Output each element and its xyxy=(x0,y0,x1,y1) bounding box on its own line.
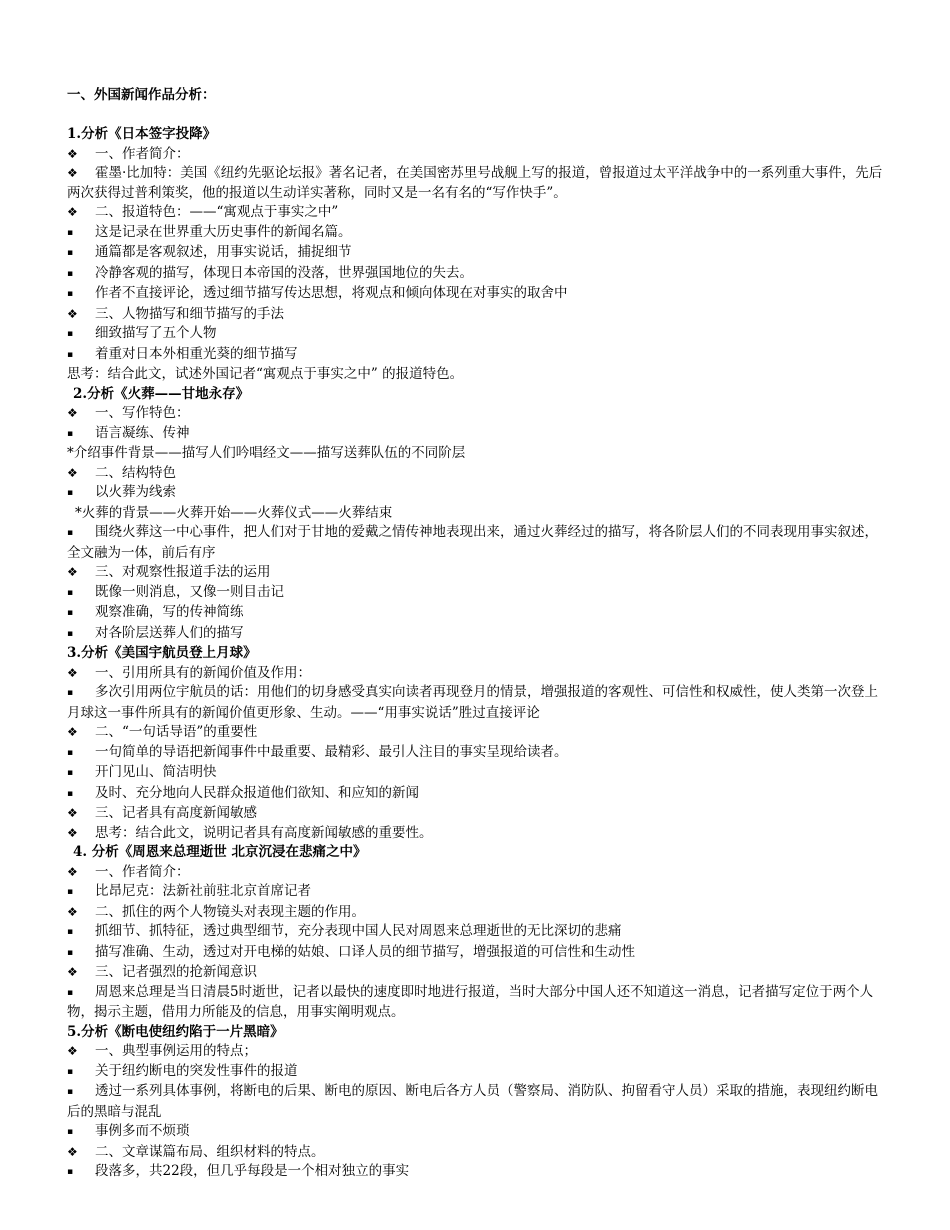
square-bullet-icon: ▪ xyxy=(67,488,74,498)
diamond-bullet-item xyxy=(67,203,883,223)
square-bullet-icon: ▪ xyxy=(67,349,74,360)
square-bullet-icon: ▪ xyxy=(67,747,74,758)
diamond-bullet-icon: ❖ xyxy=(67,904,78,919)
square-bullet-icon: ▪ xyxy=(67,608,74,618)
line-text: 段落多，共22段，但几乎每段是一个相对独立的事实 xyxy=(95,1163,410,1179)
square-bullet-icon: ▪ xyxy=(67,788,74,799)
line-text: 比昂尼克：法新社前驻北京首席记者 xyxy=(95,883,311,899)
diamond-bullet-icon: ❖ xyxy=(67,665,78,680)
diamond-bullet-item xyxy=(67,563,883,583)
line-text: 及时、充分地向人民群众报道他们欲知、和应知的新闻 xyxy=(95,784,419,801)
line-text: 开门见山、简洁明快 xyxy=(95,764,217,780)
line-text: 二、结构特色 xyxy=(95,464,176,481)
diamond-bullet-icon: ❖ xyxy=(67,205,78,219)
diamond-bullet-icon: ❖ xyxy=(67,725,78,739)
line-text: 一、写作特色： xyxy=(95,405,190,421)
diamond-bullet-icon: ❖ xyxy=(67,1144,78,1159)
line-text: 作者不直接评论，透过细节描写传达思想，将观点和倾向体现在对事实的取舍中 xyxy=(95,285,568,301)
square-bullet-item xyxy=(67,324,883,345)
square-bullet-item xyxy=(67,1082,883,1122)
diamond-bullet-icon: ❖ xyxy=(67,146,78,161)
article-heading xyxy=(67,644,883,664)
square-bullet-item xyxy=(67,264,883,285)
line-text: 通篇都是客观叙述，用事实说话，捕捉细节 xyxy=(95,244,352,260)
paragraph-line xyxy=(67,365,883,385)
square-bullet-icon: ▪ xyxy=(67,1066,74,1077)
square-bullet-item xyxy=(67,683,883,723)
line-text: 5.分析《断电使纽约陷于一片黑暗》 xyxy=(67,1023,284,1040)
square-bullet-item xyxy=(67,523,883,563)
square-bullet-item xyxy=(67,784,883,805)
line-text: 语言凝练、传神 xyxy=(95,424,190,441)
article-heading xyxy=(67,843,883,863)
diamond-bullet-icon: ❖ xyxy=(67,306,78,321)
line-text: 3.分析《美国宇航员登上月球》 xyxy=(67,645,257,661)
square-bullet-item xyxy=(67,1162,883,1183)
diamond-bullet-item xyxy=(67,1042,883,1062)
diamond-bullet-item xyxy=(67,863,883,883)
square-bullet-item xyxy=(67,483,883,504)
article-heading xyxy=(67,385,883,405)
line-text: 1.分析《日本签字投降》 xyxy=(67,126,217,142)
line-text: 关于纽约断电的突发性事件的报道 xyxy=(95,1062,298,1079)
square-bullet-icon: ▪ xyxy=(67,428,74,439)
square-bullet-icon: ▪ xyxy=(67,688,74,698)
line-text: 描写准确、生动，透过对开电梯的姑娘、口译人员的细节描写，增强报道的可信性和生动性 xyxy=(95,943,635,960)
line-text: 一、作者简介： xyxy=(95,863,190,880)
square-bullet-item xyxy=(67,603,883,624)
line-text: *火葬的背景——火葬开始——火葬仪式——火葬结束 xyxy=(75,504,393,521)
line-text: 思考：结合此文，试述外国记者“寓观点于事实之中” 的报道特色。 xyxy=(67,366,464,382)
line-text: 抓细节、抓特征，透过典型细节，充分表现中国人民对周恩来总理逝世的无比深切的悲痛 xyxy=(95,923,622,939)
square-bullet-icon: ▪ xyxy=(67,329,74,339)
square-bullet-icon: ▪ xyxy=(67,947,74,958)
square-bullet-icon: ▪ xyxy=(67,628,74,639)
line-text: 霍墨·比加特：美国《纽约先驱论坛报》著名记者，在美国密苏里号战舰上写的报道，曾报道过太平洋战争中的一系列重大事件，先后两次获得过普利策奖，他的报道以生动详实著称，同时又是一名有名的“写作快手”。 xyxy=(67,165,883,201)
line-text: 思考：结合此文，说明记者具有高度新闻敏感的重要性。 xyxy=(95,824,433,841)
line-text: 二、文章谋篇布局、组织材料的特点。 xyxy=(95,1143,325,1160)
diamond-bullet-icon: ❖ xyxy=(67,806,78,820)
square-bullet-item xyxy=(67,624,883,645)
diamond-bullet-item xyxy=(67,903,883,923)
line-text: *介绍事件背景——描写人们吟唱经文——描写送葬队伍的不同阶层 xyxy=(67,445,466,461)
square-bullet-item xyxy=(67,583,883,604)
square-bullet-item xyxy=(67,922,883,943)
diamond-bullet-icon: ❖ xyxy=(67,406,78,420)
diamond-bullet-item xyxy=(67,145,883,165)
line-text: 三、记者具有高度新闻敏感 xyxy=(95,805,257,821)
line-text: 围绕火葬这一中心事件，把人们对于甘地的爱戴之情传神地表现出来，通过火葬经过的描写，将各阶层人们的不同表现用事实叙述，全文融为一体，前后有序 xyxy=(67,524,878,561)
square-bullet-item xyxy=(67,983,883,1023)
square-bullet-icon: ▪ xyxy=(67,289,74,299)
line-text: 二、“一句话导语”的重要性 xyxy=(95,724,258,740)
diamond-bullet-item xyxy=(67,305,883,325)
diamond-bullet-icon: ❖ xyxy=(67,965,78,979)
diamond-bullet-item xyxy=(67,1143,883,1163)
diamond-bullet-icon: ❖ xyxy=(67,825,78,840)
diamond-bullet-item xyxy=(67,963,883,983)
diamond-bullet-item xyxy=(67,664,883,684)
line-text: 三、记者强烈的抢新闻意识 xyxy=(95,964,257,980)
line-text: 一、引用所具有的新闻价值及作用： xyxy=(95,664,311,681)
square-bullet-icon: ▪ xyxy=(67,768,74,778)
line-text: 事例多而不烦琐 xyxy=(95,1123,190,1139)
square-bullet-item xyxy=(67,763,883,784)
line-text: 这是记录在世界重大历史事件的新闻名篇。 xyxy=(95,223,352,240)
square-bullet-icon: ▪ xyxy=(67,1127,74,1137)
square-bullet-icon: ▪ xyxy=(67,887,74,897)
line-text: 多次引用两位宇航员的话：用他们的切身感受真实向读者再现登月的情景，增强报道的客观性、可信性和权威性，使人类第一次登上月球这一事件所具有的新闻价值更形象、生动。——“用事实说话”胜过直接评论 xyxy=(67,684,878,721)
paragraph-line xyxy=(67,504,883,524)
square-bullet-item xyxy=(67,743,883,764)
diamond-bullet-icon: ❖ xyxy=(67,1044,78,1058)
square-bullet-item xyxy=(67,1122,883,1143)
square-bullet-icon: ▪ xyxy=(67,528,74,538)
square-bullet-icon: ▪ xyxy=(67,227,74,238)
line-text: 二、报道特色：——“寓观点于事实之中” xyxy=(95,204,339,220)
diamond-bullet-item xyxy=(67,464,883,484)
line-text: 4. 分析《周恩来总理逝世 北京沉浸在悲痛之中》 xyxy=(73,844,367,860)
diamond-bullet-item xyxy=(67,164,883,203)
square-bullet-item xyxy=(67,223,883,244)
diamond-bullet-icon: ❖ xyxy=(67,864,78,879)
line-text: 二、抓住的两个人物镜头对表现主题的作用。 xyxy=(95,903,365,920)
line-text: 一、作者简介： xyxy=(95,145,190,162)
line-text: 观察准确，写的传神简练 xyxy=(95,604,244,620)
square-bullet-item xyxy=(67,882,883,903)
square-bullet-item xyxy=(67,1062,883,1083)
line-text: 一、典型事例运用的特点； xyxy=(95,1043,257,1059)
square-bullet-item xyxy=(67,943,883,964)
square-bullet-icon: ▪ xyxy=(67,927,74,937)
line-text: 周恩来总理是当日清晨5时逝世，记者以最快的速度即时地进行报道，当时大部分中国人还不知道这一消息，记者描写定位于两个人物，揭示主题，借用力所能及的信息，用事实阐明观点。 xyxy=(67,983,874,1020)
blank-line xyxy=(67,106,883,126)
square-bullet-icon: ▪ xyxy=(67,587,74,598)
line-text: 既像一则消息，又像一则目击记 xyxy=(95,583,284,600)
square-bullet-icon: ▪ xyxy=(67,1167,74,1177)
diamond-bullet-item xyxy=(67,723,883,743)
paragraph-line xyxy=(67,444,883,464)
line-text: 透过一系列具体事例，将断电的后果、断电的原因、断电后各方人员（警察局、消防队、拘留看守人员）采取的措施，表现纽约断电后的黑暗与混乱 xyxy=(67,1083,878,1120)
square-bullet-icon: ▪ xyxy=(67,268,74,279)
document-body xyxy=(67,86,883,1183)
diamond-bullet-icon: ❖ xyxy=(67,166,78,180)
line-text: 一句简单的导语把新闻事件中最重要、最精彩、最引人注目的事实呈现给读者。 xyxy=(95,743,568,760)
diamond-bullet-item xyxy=(67,824,883,844)
line-text: 着重对日本外相重光葵的细节描写 xyxy=(95,345,298,362)
diamond-bullet-icon: ❖ xyxy=(67,465,78,480)
line-text: 细致描写了五个人物 xyxy=(95,325,217,341)
diamond-bullet-item xyxy=(67,404,883,424)
article-heading xyxy=(67,125,883,145)
article-heading xyxy=(67,1023,883,1043)
square-bullet-item xyxy=(67,243,883,264)
diamond-bullet-icon: ❖ xyxy=(67,565,78,579)
square-bullet-item xyxy=(67,424,883,445)
diamond-bullet-item xyxy=(67,804,883,824)
section-heading xyxy=(67,86,883,106)
square-bullet-item xyxy=(67,284,883,305)
line-text: 一、外国新闻作品分析： xyxy=(67,87,216,103)
square-bullet-icon: ▪ xyxy=(67,248,74,258)
line-text: 以火葬为线索 xyxy=(95,484,176,500)
line-text: 三、对观察性报道手法的运用 xyxy=(95,564,271,580)
square-bullet-icon: ▪ xyxy=(67,1087,74,1097)
line-text: 冷静客观的描写，体现日本帝国的没落，世界强国地位的失去。 xyxy=(95,264,473,281)
line-text: 三、人物描写和细节描写的手法 xyxy=(95,305,284,322)
square-bullet-item xyxy=(67,345,883,366)
line-text: 2.分析《火葬——甘地永存》 xyxy=(73,385,250,402)
square-bullet-icon: ▪ xyxy=(67,987,74,998)
line-text: 对各阶层送葬人们的描写 xyxy=(95,624,244,641)
